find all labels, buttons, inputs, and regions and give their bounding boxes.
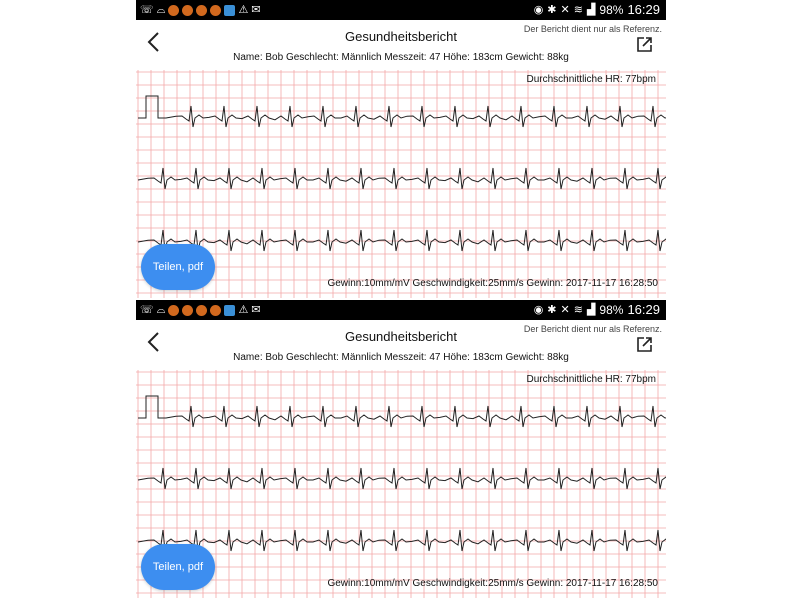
average-heart-rate: Durchschnittliche HR: 77bpm [526, 74, 656, 85]
app-notification-icon [224, 5, 235, 16]
warning-icon: ⚠ [238, 4, 249, 16]
ecg-trace [138, 96, 666, 127]
voicemail-icon: ⌓ [156, 304, 166, 316]
ecg-grid [136, 370, 666, 598]
share-pdf-button[interactable]: Teilen, pdf [141, 244, 215, 290]
warning-icon: ⚠ [238, 304, 249, 316]
mail-icon: ✉ [251, 304, 261, 316]
notification-icons [140, 300, 261, 320]
report-header [136, 320, 666, 368]
status-bar [136, 300, 666, 320]
battery-level: 98% [599, 3, 624, 17]
app-notification-icon [182, 305, 193, 316]
app-notification-icon [196, 305, 207, 316]
report-screen-2 [136, 300, 666, 598]
patient-info: Name: Bob Geschlecht: Männlich Messzeit: 47 Höhe: 183cm Gewicht: 88kg [233, 52, 569, 63]
missed-call-icon: ☏ [140, 304, 154, 316]
disclaimer-text: Der Bericht dient nur als Referenz. [523, 24, 662, 34]
app-notification-icon [182, 5, 193, 16]
ecg-trace [138, 230, 666, 251]
recording-parameters: Gewinn:10mm/mV Geschwindigkeit:25mm/s Gewinn: 2017-11-17 16:28:50 [327, 278, 658, 289]
mail-icon: ✉ [251, 4, 261, 16]
signal-icon: ▟ [586, 4, 596, 16]
bluetooth-icon: ✱ [547, 4, 557, 16]
app-notification-icon [210, 5, 221, 16]
mute-icon: ✕ [560, 4, 570, 16]
share-icon[interactable] [636, 335, 654, 353]
patient-info: Name: Bob Geschlecht: Männlich Messzeit: 47 Höhe: 183cm Gewicht: 88kg [233, 352, 569, 363]
share-pdf-button[interactable]: Teilen, pdf [141, 544, 215, 590]
page-title: Gesundheitsbericht [344, 329, 457, 344]
ecg-chart [136, 70, 666, 298]
bluetooth-icon: ✱ [547, 304, 557, 316]
wifi-icon: ≋ [573, 304, 583, 316]
ecg-trace [138, 396, 666, 427]
location-icon: ◉ [533, 4, 544, 16]
page-title: Gesundheitsbericht [344, 29, 457, 44]
app-notification-icon [168, 305, 179, 316]
report-screen-1 [136, 0, 666, 298]
system-icons [534, 300, 660, 320]
status-bar [136, 0, 666, 20]
disclaimer-text: Der Bericht dient nur als Referenz. [523, 324, 662, 334]
wifi-icon: ≋ [573, 4, 583, 16]
ecg-grid [136, 70, 666, 298]
app-notification-icon [210, 305, 221, 316]
app-notification-icon [196, 5, 207, 16]
ecg-trace [138, 468, 666, 489]
missed-call-icon: ☏ [140, 4, 154, 16]
recording-parameters: Gewinn:10mm/mV Geschwindigkeit:25mm/s Gewinn: 2017-11-17 16:28:50 [327, 578, 658, 589]
mute-icon: ✕ [560, 304, 570, 316]
app-notification-icon [168, 5, 179, 16]
location-icon: ◉ [533, 304, 544, 316]
ecg-trace [138, 530, 666, 551]
voicemail-icon: ⌓ [156, 4, 166, 16]
app-notification-icon [224, 305, 235, 316]
clock: 16:29 [627, 2, 660, 17]
notification-icons [140, 0, 261, 20]
ecg-chart [136, 370, 666, 598]
ecg-trace [138, 168, 666, 189]
signal-icon: ▟ [586, 304, 596, 316]
battery-level: 98% [599, 303, 624, 317]
report-header [136, 20, 666, 68]
average-heart-rate: Durchschnittliche HR: 77bpm [526, 374, 656, 385]
clock: 16:29 [627, 302, 660, 317]
share-icon[interactable] [636, 35, 654, 53]
system-icons [534, 0, 660, 20]
